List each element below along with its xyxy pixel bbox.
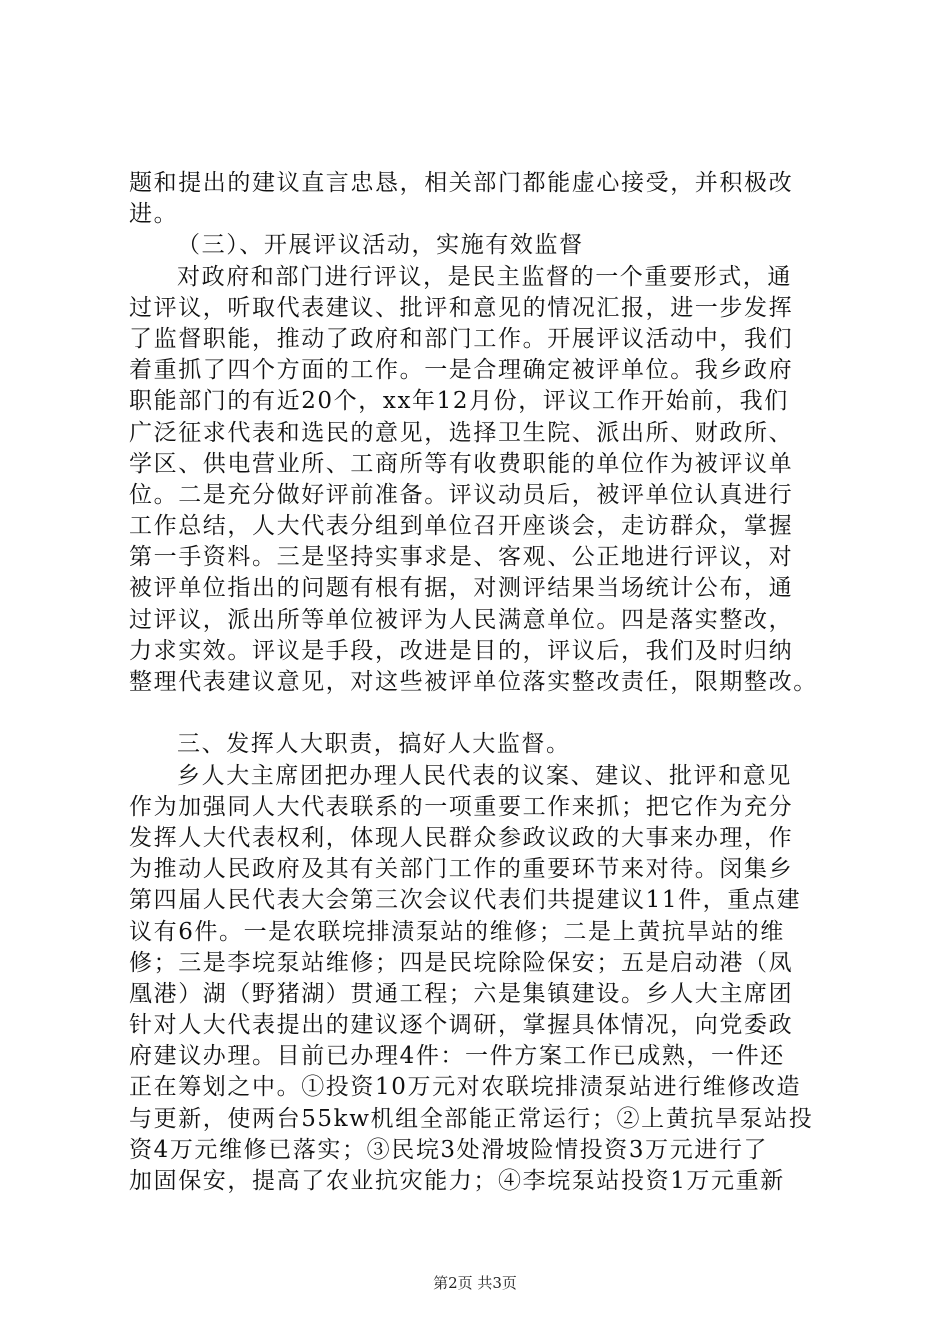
text-line: 作为加强同人大代表联系的一项重要工作来抓；把它作为充分 xyxy=(129,793,794,820)
text-line: 乡人大主席团把办理人民代表的议案、建议、批评和意见 xyxy=(177,762,792,789)
text-line: 进。 xyxy=(129,201,179,228)
text-line: 第四届人民代表大会第三次会议代表们共提建议11件，重点建 xyxy=(129,887,802,914)
text-line: 府建议办理。目前已办理4件：一件方案工作已成熟，一件还 xyxy=(129,1043,785,1070)
text-line: 议有6件。一是农联垸排渍泵站的维修；二是上黄抗旱站的维 xyxy=(129,918,785,945)
text-line: 与更新，使两台55kw机组全部能正常运行；②上黄抗旱泵站投 xyxy=(129,1105,814,1132)
text-line: 发挥人大代表权利，体现人民群众参政议政的大事来办理，作 xyxy=(129,824,794,851)
paragraph-spacer xyxy=(129,698,829,729)
text-line: 过评议，派出所等单位被评为人民满意单位。四是落实整改， xyxy=(129,606,794,633)
text-line: 力求实效。评议是手段，改进是目的，评议后，我们及时归纳 xyxy=(129,637,794,664)
page-number-footer: 第2页 共3页 xyxy=(433,1274,517,1292)
text-line: 正在筹划之中。①投资10万元对农联垸排渍泵站进行维修改造 xyxy=(129,1074,802,1101)
text-line: 加固保安，提高了农业抗灾能力；④李垸泵站投资1万元重新 xyxy=(129,1168,785,1194)
text-line: 了监督职能，推动了政府和部门工作。开展评议活动中，我们 xyxy=(129,325,794,352)
section-heading: （三）、开展评议活动，实施有效监督 xyxy=(177,232,584,259)
text-line: 题和提出的建议直言忠恳，相关部门都能虚心接受，并积极改 xyxy=(129,170,794,196)
text-line: 广泛征求代表和选民的意见，选择卫生院、派出所、财政所、 xyxy=(129,419,794,446)
text-line: 第一手资料。三是坚持实事求是、客观、公正地进行评议，对 xyxy=(129,544,794,571)
text-line: 对政府和部门进行评议，是民主监督的一个重要形式，通 xyxy=(177,263,792,290)
text-line: 修；三是李垸泵站维修；四是民垸除险保安；五是启动港（凤 xyxy=(129,949,794,976)
text-line: 工作总结，人大代表分组到单位召开座谈会，走访群众，掌握 xyxy=(129,513,794,540)
text-line: 位。二是充分做好评前准备。评议动员后，被评单位认真进行 xyxy=(129,481,794,508)
section-heading: 三、发挥人大职责，搞好人大监督。 xyxy=(177,731,571,758)
text-line: 为推动人民政府及其有关部门工作的重要环节来对待。闵集乡 xyxy=(129,856,794,883)
text-line: 学区、供电营业所、工商所等有收费职能的单位作为被评议单 xyxy=(129,450,794,477)
document-body xyxy=(129,168,829,1197)
text-line: 过评议，听取代表建议、批评和意见的情况汇报，进一步发挥 xyxy=(129,294,794,321)
text-line: 被评单位指出的问题有根有据，对测评结果当场统计公布，通 xyxy=(129,575,794,602)
text-line: 职能部门的有近20个，xx年12月份，评议工作开始前，我们 xyxy=(129,388,789,415)
text-line: 凰港）湖（野猪湖）贯通工程；六是集镇建设。乡人大主席团 xyxy=(129,980,794,1007)
text-line: 整理代表建议意见，对这些被评单位落实整改责任，限期整改。 xyxy=(129,669,818,695)
text-line: 资4万元维修已落实；③民垸3处滑坡险情投资3万元进行了 xyxy=(129,1136,769,1163)
text-line: 针对人大代表提出的建议逐个调研，掌握具体情况，向党委政 xyxy=(129,1012,794,1039)
text-line: 着重抓了四个方面的工作。一是合理确定被评单位。我乡政府 xyxy=(129,357,794,384)
